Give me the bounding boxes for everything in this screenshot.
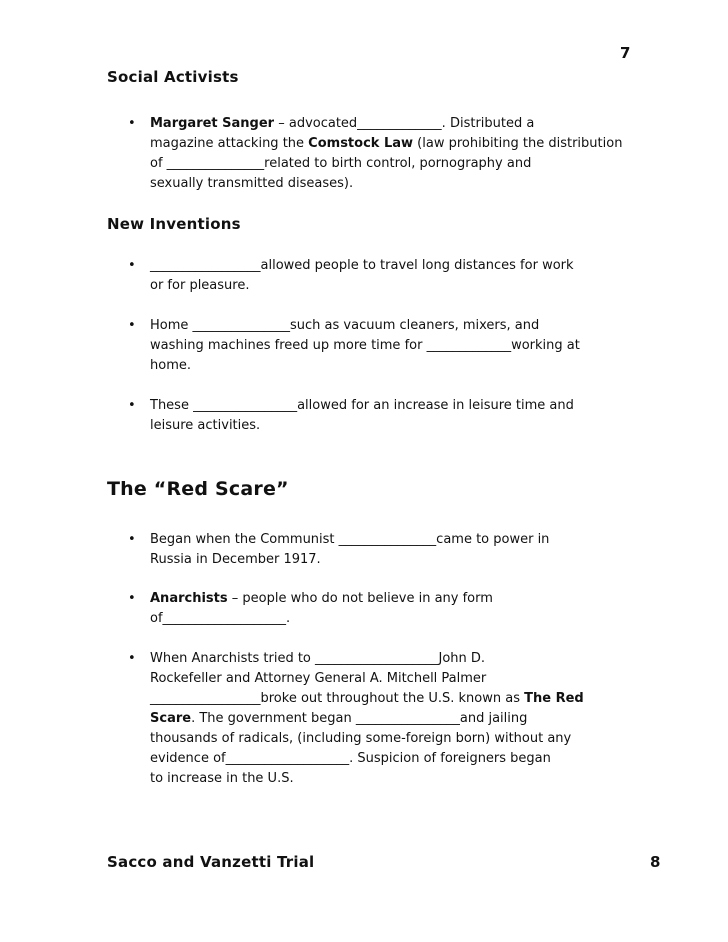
item-text: magazine attacking the (150, 136, 309, 151)
term-margaret-sanger: Margaret Sanger (150, 116, 275, 131)
list-item-margaret-sanger (150, 114, 630, 194)
list-item-anarchists (150, 589, 630, 629)
list-item-communist (150, 530, 630, 570)
list-item-anarchist-attacks (150, 649, 630, 789)
item-text: home. (150, 358, 191, 373)
bullet-marker: • (128, 651, 136, 666)
page-number-top: 7 (620, 44, 631, 62)
list-item-travel (150, 256, 630, 296)
heading-new-inventions: New Inventions (107, 215, 241, 233)
item-text: Russia in December 1917. (150, 552, 321, 567)
item-text: Home _______________such as vacuum cleaners, mixers, and (150, 318, 540, 333)
item-text: Began when the Communist _______________came to power in (150, 532, 550, 547)
heading-red-scare: The “Red Scare” (107, 478, 289, 500)
item-text: of _______________related to birth control, pornography and (150, 156, 532, 171)
item-text: – advocated_____________. Distributed a (274, 116, 535, 131)
heading-sacco-vanzetti: Sacco and Vanzetti Trial (107, 853, 315, 871)
item-text: _________________allowed people to travel long distances for work (150, 258, 574, 273)
term-anarchists: Anarchists (150, 591, 228, 606)
heading-social-activists: Social Activists (107, 68, 239, 86)
bullet-marker: • (128, 591, 136, 606)
term-the-red: The Red (524, 691, 584, 706)
list-item-leisure (150, 396, 630, 436)
item-text: of___________________. (150, 611, 291, 626)
item-text: _________________broke out throughout the U.S. known as (150, 691, 525, 706)
page-number-bottom: 8 (650, 853, 661, 871)
item-text: to increase in the U.S. (150, 771, 294, 786)
item-text: or for pleasure. (150, 278, 250, 293)
item-text: evidence of___________________. Suspicion of foreigners began (150, 751, 551, 766)
item-text: washing machines freed up more time for _____________working at (150, 338, 580, 353)
item-text: thousands of radicals, (including some-foreign born) without any (150, 731, 572, 746)
bullet-marker: • (128, 258, 136, 273)
list-item-home-appliances (150, 316, 630, 376)
term-comstock-law: Comstock Law (308, 136, 414, 151)
item-text: leisure activities. (150, 418, 261, 433)
item-text: These ________________allowed for an increase in leisure time and (150, 398, 574, 413)
item-text: Rockefeller and Attorney General A. Mitchell Palmer (150, 671, 487, 686)
item-text: sexually transmitted diseases). (150, 176, 354, 191)
bullet-marker: • (128, 398, 136, 413)
item-text: (law prohibiting the distribution (413, 136, 623, 151)
item-text: When Anarchists tried to ___________________John D. (150, 651, 486, 666)
bullet-marker: • (128, 116, 136, 131)
item-text: . The government began ________________and jailing (191, 711, 528, 726)
bullet-marker: • (128, 318, 136, 333)
bullet-marker: • (128, 532, 136, 547)
item-text: – people who do not believe in any form (227, 591, 493, 606)
term-scare: Scare (150, 711, 192, 726)
